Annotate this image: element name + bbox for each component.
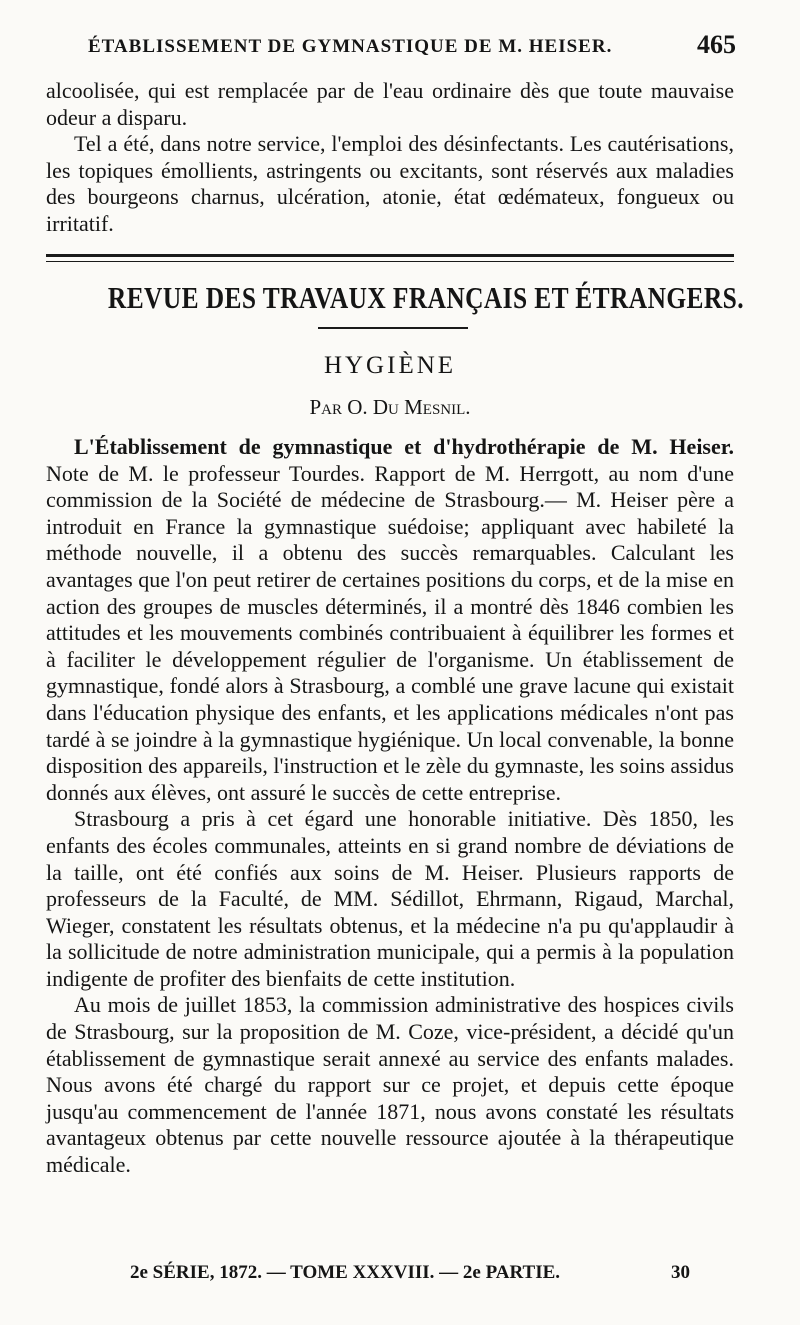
- article-paragraph-1-text: Note de M. le professeur Tourdes. Rapport de M. Herrgott, au nom d'une commission de la Société de médecine de Strasbourg.— M. Heiser père a introduit en France la gymnastique suédoise; appliquant avec habileté la méthode nouvelle, il a obtenu des succès remarquables. Calculant les avantages que l'on peut retirer de certaines positions du corps, et de la mise en action des groupes de muscles déterminés, il a montré dès 1846 combien les attitudes et les mouvements combinés contribuaient à équilibrer les formes et à faciliter le développement régulier de l'organisme. Un établissement de gymnastique, fondé alors à Strasbourg, a comblé une grave lacune qui existait dans l'éducation physique des enfants, et les applications médicales n'ont pas tardé à se joindre à la gymnastique hygiénique. Un local convenable, la bonne disposition des appareils, l'instruction et le zèle du gymnaste, les soins assidus donnés aux élèves, ont assuré le succès de cette entreprise.: [46, 460, 734, 805]
- title-rule: [318, 327, 468, 329]
- article-paragraph-2: Strasbourg a pris à cet égard une honorable initiative. Dès 1850, les enfants des écoles communales, atteints en si grand nombre de déviations de la taille, ont été confiés aux soins de M. Heiser. Plusieurs rapports de professeurs de la Faculté, de MM. Sédillot, Ehrmann, Rigaud, Marchal, Wieger, constatent les résultats obtenus, et la médecine n'a pu qu'applaudir à la sollicitude de notre administration municipale, qui a permis à la population indigente de profiter des bienfaits de cette institution.: [46, 806, 734, 991]
- page-number: 465: [697, 30, 736, 59]
- footer-series: 2e SÉRIE, 1872. — TOME XXXVIII. — 2e PARTIE.: [130, 1262, 561, 1283]
- page-footer: [130, 1262, 730, 1284]
- article-body: [46, 434, 734, 1179]
- section-title: REVUE DES TRAVAUX FRANÇAIS ET ÉTRANGERS.: [107, 280, 744, 315]
- running-header: [88, 30, 748, 59]
- running-header-title: ÉTABLISSEMENT DE GYMNASTIQUE DE M. HEISER.: [88, 36, 613, 57]
- article-paragraph-1: [46, 434, 734, 806]
- footer-signature: 30: [671, 1262, 690, 1283]
- article-paragraph-3: Au mois de juillet 1853, la commission administrative des hospices civils de Strasbourg, sur la proposition de M. Coze, vice-président, a décidé qu'un établissement de gymnastique serait annexé au service des enfants malades. Nous avons été chargé du rapport sur ce projet, et depuis cette époque jusqu'au commencement de l'année 1871, nous avons constaté les résultats avantageux obtenus par cette nouvelle ressource ajoutée à la thérapeutique médicale.: [46, 992, 734, 1178]
- intro-paragraph-1: alcoolisée, qui est remplacée par de l'eau ordinaire dès que toute mauvaise odeur a disparu.: [46, 78, 734, 130]
- section-divider: [46, 254, 734, 262]
- author-line: Par O. Du Mesnil.: [309, 395, 471, 419]
- intro-text: [46, 78, 734, 238]
- article-lead-heading: L'Établissement de gymnastique et d'hydrothérapie de M. Heiser.: [74, 434, 734, 459]
- intro-paragraph-2: Tel a été, dans notre service, l'emploi des désinfectants. Les cautérisations, les topiques émollients, astringents ou excitants, sont réservés aux maladies des bourgeons charnus, ulcération, atonie, état œdémateux, fongueux ou irritatif.: [46, 131, 734, 236]
- subsection-title: HYGIÈNE: [323, 352, 457, 379]
